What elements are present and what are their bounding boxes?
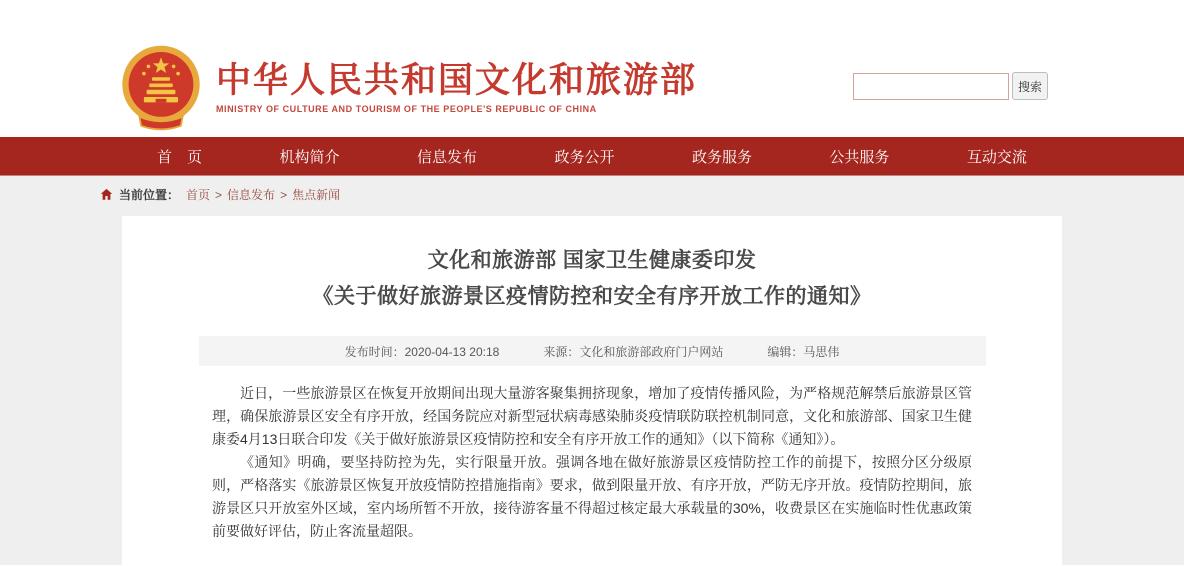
breadcrumb-label: 当前位置： (119, 188, 180, 202)
breadcrumb-separator: > (215, 187, 223, 202)
search-input[interactable] (853, 73, 1009, 100)
article-title-line2: 《关于做好旅游景区疫情防控和安全有序开放工作的通知》 (312, 285, 872, 308)
site-header (0, 0, 1184, 137)
home-icon (100, 188, 113, 201)
nav-item-public-services[interactable]: 公共服务 (829, 148, 890, 166)
breadcrumb-separator: > (280, 187, 288, 202)
article-editor: 编辑：马思伟 (767, 344, 840, 359)
search-button[interactable]: 搜索 (1012, 72, 1048, 100)
article-meta-bar (199, 336, 986, 366)
article-paragraph-2: 《通知》明确，要坚持防控为先，实行限量开放。强调各地在做好旅游景区疫情防控工作的前提下，按照分区分级原则，严格落实《旅游景区恢复开放疫情防控措施指南》要求，做到限量开放、有序开放，严防无序开放。疫情防控期间，旅游景区只开放室外区域，室内场所暂不开放，接待游客量不得超过核定最大承载量的30%，收费景区在实施临时性优惠政策前要做好评估，防止客流量超限。 (212, 454, 972, 539)
site-title: 中华人民共和国文化和旅游部 (216, 60, 698, 100)
content-area (0, 176, 1184, 565)
article-card (122, 216, 1062, 565)
breadcrumb-link-focus-news[interactable]: 焦点新闻 (292, 188, 341, 202)
main-nav-inner (122, 137, 1062, 175)
breadcrumb-link-info-release[interactable]: 信息发布 (227, 188, 276, 202)
nav-item-gov-disclosure[interactable]: 政务公开 (554, 148, 615, 166)
nav-item-org-profile[interactable]: 机构简介 (279, 148, 340, 166)
article-paragraph-1: 近日，一些旅游景区在恢复开放期间出现大量游客聚集拥挤现象，增加了疫情传播风险，为严格规范解禁后旅游景区管理，确保旅游景区安全有序开放，经国务院应对新型冠状病毒感染肺炎疫情联防联控机制同意，文化和旅游部、国家卫生健康委4月13日联合印发《关于做好旅游景区疫情防控和安全有序开放工作的通知》（以下简称《通知》）。 (212, 385, 972, 447)
search-box (853, 72, 1048, 100)
main-nav (0, 137, 1184, 176)
nav-item-gov-services[interactable]: 政务服务 (691, 148, 752, 166)
article-body (212, 382, 972, 543)
publish-time: 发布时间：2020-04-13 20:18 (344, 344, 500, 359)
nav-item-home[interactable]: 首 页 (157, 148, 203, 166)
site-subtitle: MINISTRY OF CULTURE AND TOURISM OF THE PEOPLE'S REPUBLIC OF CHINA (216, 104, 597, 115)
nav-item-info-release[interactable]: 信息发布 (416, 148, 477, 166)
breadcrumb-link-home[interactable]: 首页 (186, 188, 211, 202)
breadcrumb (100, 176, 1184, 203)
nav-item-interaction[interactable]: 互动交流 (966, 148, 1027, 166)
article-source: 来源：文化和旅游部政府门户网站 (543, 344, 724, 359)
brand[interactable] (116, 42, 697, 134)
article-title-line1: 文化和旅游部 国家卫生健康委印发 (427, 249, 757, 272)
national-emblem-icon (116, 42, 206, 134)
